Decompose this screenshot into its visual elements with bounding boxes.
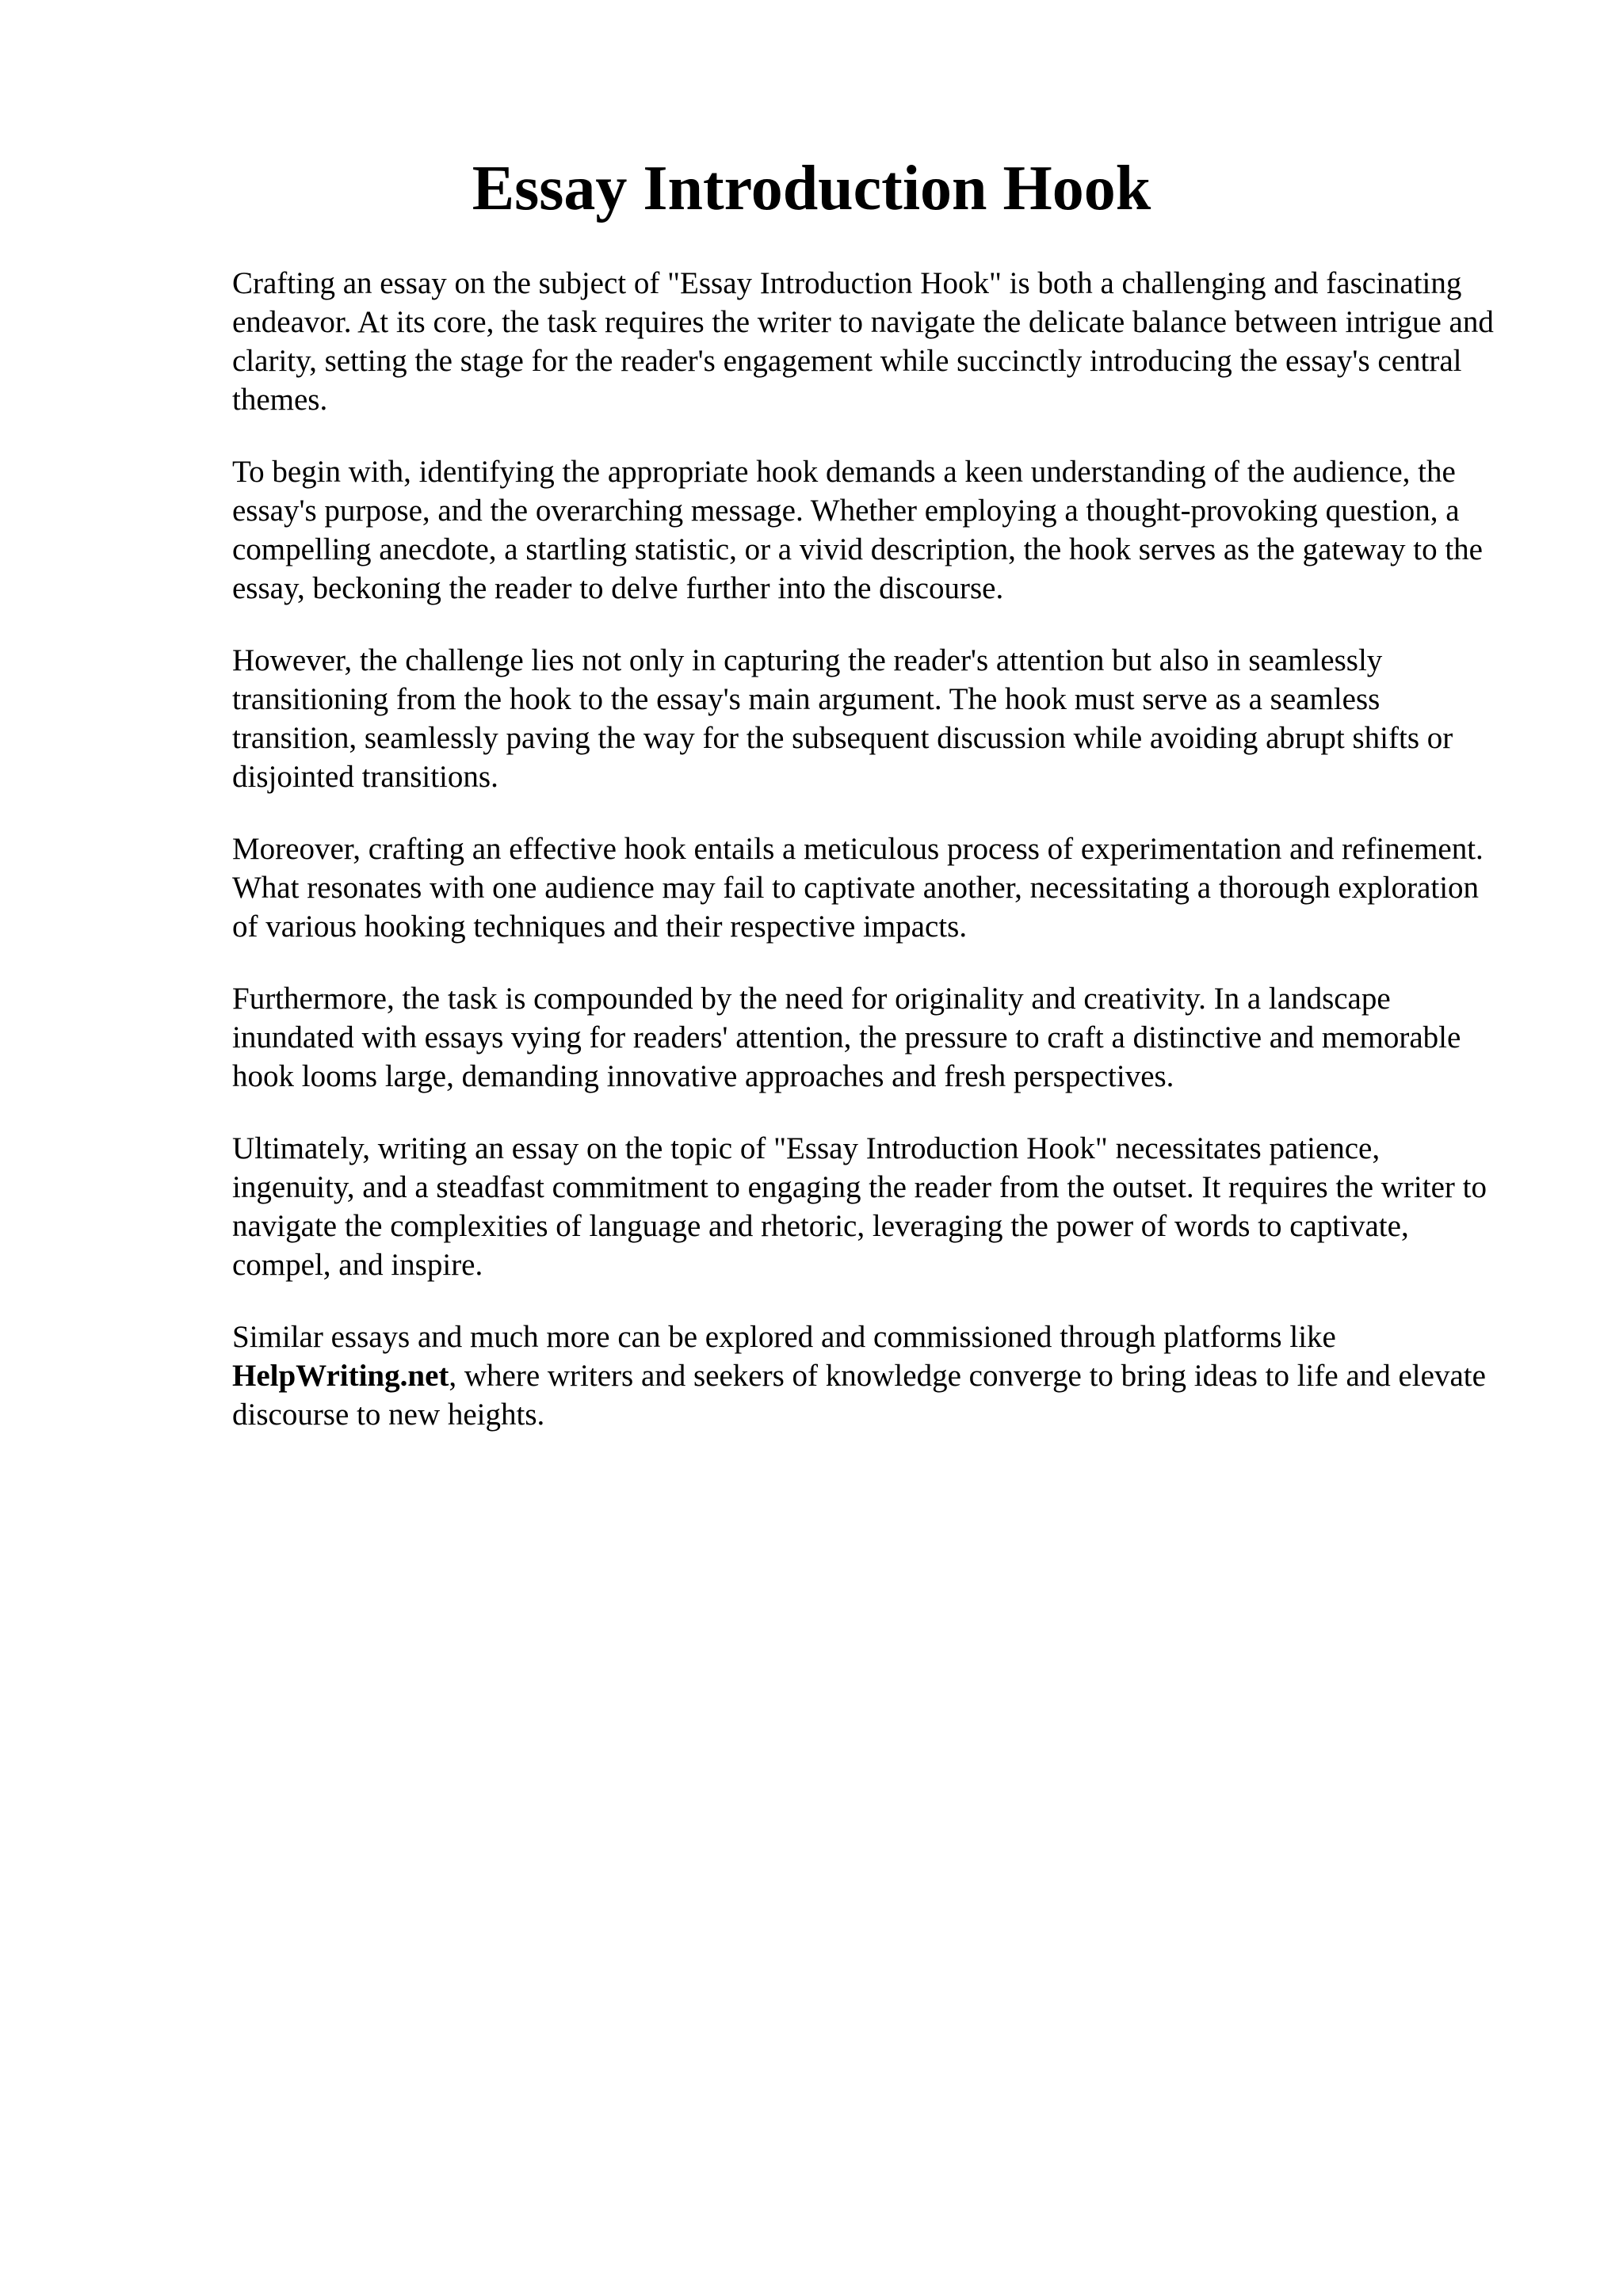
paragraph-2: To begin with, identifying the appropriate hook demands a keen understanding of the audience, the essay's purpose, and the overarching message. Whether employing a thought-provoking question, a compelling anecdote, a startling statistic, or a vivid description, the hook serves as the gateway to the essay, beckoning the reader to delve further into the discourse. bbox=[232, 455, 1483, 605]
closing-text-after: , where writers and seekers of knowledge converge to bring ideas to life and elevate discourse to new heights. bbox=[232, 1359, 1486, 1432]
closing-paragraph bbox=[232, 1318, 1500, 1434]
paragraph-4: Moreover, crafting an effective hook entails a meticulous process of experimentation and refinement. What resonates with one audience may fail to captivate another, necessitating a thorough exploration of various hooking techniques and their respective impacts. bbox=[232, 832, 1484, 944]
paragraph-3: However, the challenge lies not only in capturing the reader's attention but also in seamlessly transitioning from the hook to the essay's main argument. The hook must serve as a seamless transition, seamlessly paving the way for the subsequent discussion while avoiding abrupt shifts or disjointed transitions. bbox=[232, 643, 1453, 794]
paragraph-5: Furthermore, the task is compounded by the need for originality and creativity. In a landscape inundated with essays vying for readers' attention, the pressure to craft a distinctive and memorable hook looms large, demanding innovative approaches and fresh perspectives. bbox=[232, 982, 1461, 1093]
document-title: Essay Introduction Hook bbox=[472, 154, 1151, 223]
helpwriting-brand-link[interactable]: HelpWriting.net bbox=[232, 1359, 449, 1393]
document-body bbox=[232, 264, 1500, 1467]
paragraph-1: Crafting an essay on the subject of "Essay Introduction Hook" is both a challenging and fascinating endeavor. At its core, the task requires the writer to navigate the delicate balance between intrigue and clarity, setting the stage for the reader's engagement while succinctly introducing the essay's central themes. bbox=[232, 266, 1494, 417]
paragraph-6: Ultimately, writing an essay on the topic of "Essay Introduction Hook" necessitates patience, ingenuity, and a steadfast commitment to engaging the reader from the outset. It requires the writer to navigate the complexities of language and rhetoric, leveraging the power of words to captivate, compel, and inspire. bbox=[232, 1131, 1487, 1282]
closing-text-before: Similar essays and much more can be explored and commissioned through platforms like bbox=[232, 1320, 1336, 1354]
